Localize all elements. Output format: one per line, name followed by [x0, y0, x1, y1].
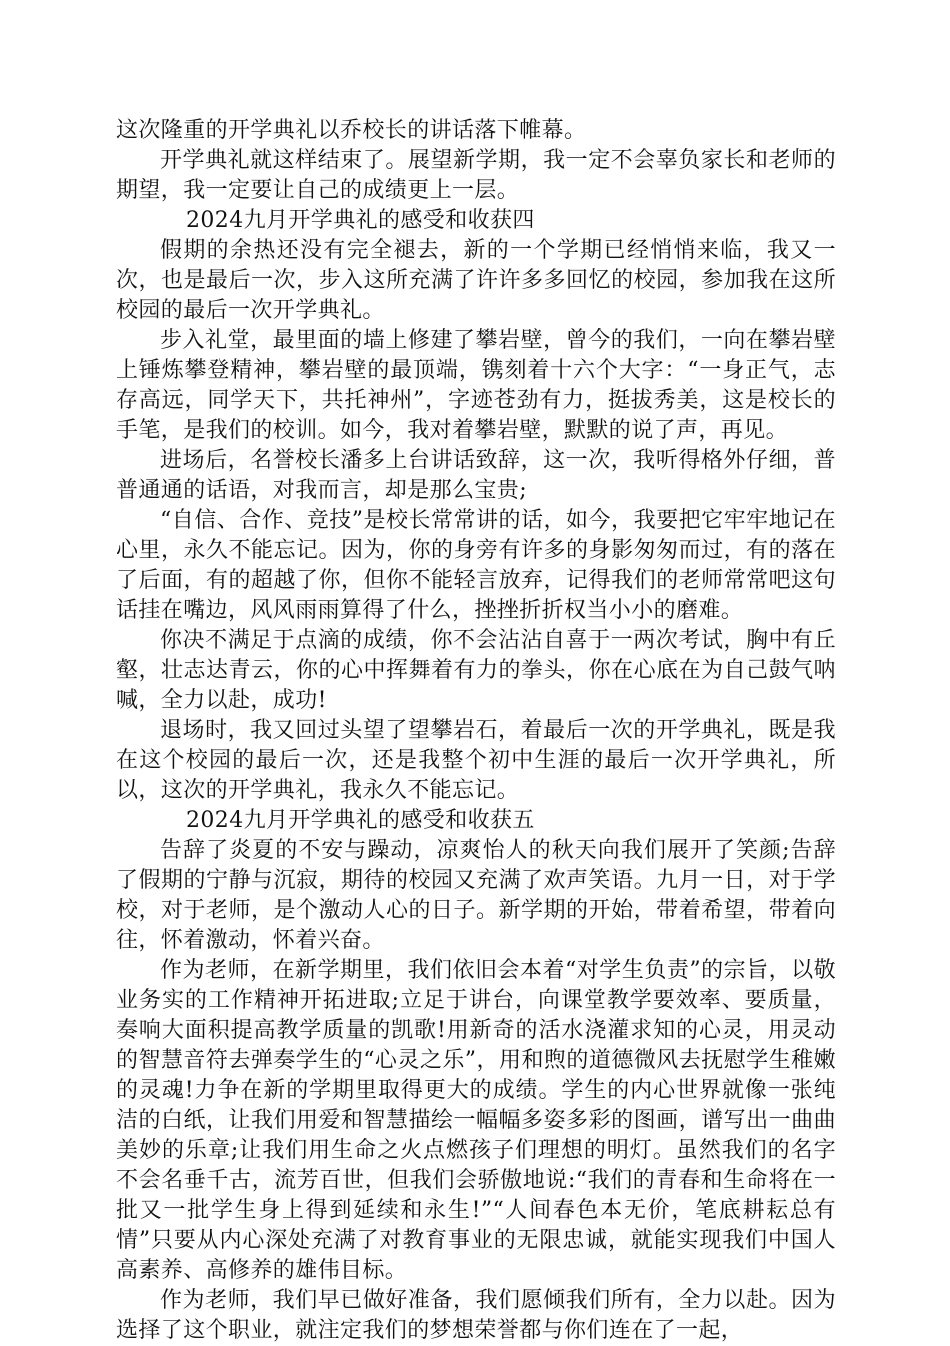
paragraph-confidence-cooperation: “自信、合作、竞技”是校长常常讲的话，如今，我要把它牢牢地记在心里，永久不能忘记。因为，你的身旁有许多的身影匆匆而过，有的落在了后面，有的超越了你，但你不能轻言放弃，记得我们的老师常常吧这句话挂在嘴边，风风雨雨算得了什么，挫挫折折权当小小的磨难。 [116, 508, 836, 623]
section-heading-five: 2024九月开学典礼的感受和收获五 [186, 808, 535, 833]
paragraph-climbing-wall: 步入礼堂，最里面的墙上修建了攀岩壁，曾今的我们，一向在攀岩壁上锤炼攀登精神，攀岩壁的最顶端，镌刻着十六个大字：“一身正气，志存高远，同学天下，共托神州”，字迹苍劲有力，挺拔秀美，这是校长的手笔，是我们的校训。如今，我对着攀岩壁，默默的说了声，再见。 [116, 328, 836, 443]
paragraph-teacher-ready: 作为老师，我们早已做好准备，我们愿倾我们所有，全力以赴。因为选择了这个职业，就注定我们的梦想荣誉都与你们连在了一起， [116, 1288, 836, 1343]
paragraph-new-semester-outlook: 开学典礼就这样结束了。展望新学期，我一定不会辜负家长和老师的期望，我一定要让自己的成绩更上一层。 [116, 148, 836, 203]
paragraph-closing-remark: 这次隆重的开学典礼以乔校长的讲话落下帷幕。 [116, 118, 587, 143]
paragraph-autumn-farewell: 告辞了炎夏的不安与躁动，凉爽怡人的秋天向我们展开了笑颜;告辞了假期的宁静与沉寂，期待的校园又充满了欢声笑语。九月一日，对于学校，对于老师，是个激动人心的日子。新学期的开始，带着希望，带着向往，怀着激动，怀着兴奋。 [116, 838, 836, 953]
paragraph-teacher-commitment: 作为老师，在新学期里，我们依旧会本着“对学生负责”的宗旨，以敬业务实的工作精神开拓进取;立足于讲台，向课堂教学要效率、要质量，奏响大面积提高教学质量的凯歌!用新奇的活水浇灌求知的心灵，用灵动的智慧音符去弹奏学生的“心灵之乐”，用和煦的道德微风去抚慰学生稚嫩的灵魂!力争在新的学期里取得更大的成绩。学生的内心世界就像一张纯洁的白纸，让我们用爱和智慧描绘一幅幅多姿多彩的图画，谱写出一曲曲美妙的乐章;让我们用生命之火点燃孩子们理想的明灯。虽然我们的名字不会名垂千古，流芳百世，但我们会骄傲地说:“我们的青春和生命将在一批又一批学生身上得到延续和永生!”“人间春色本无价，笔底耕耘总有情”只要从内心深处充满了对教育事业的无限忠诚，就能实现我们中国人高素养、高修养的雄伟目标。 [116, 958, 836, 1283]
paragraph-holiday-warmth: 假期的余热还没有完全褪去，新的一个学期已经悄悄来临，我又一次，也是最后一次，步入这所充满了许许多多回忆的校园，参加我在这所校园的最后一次开学典礼。 [116, 238, 836, 323]
document-body [116, 116, 836, 1346]
paragraph-honorary-principal: 进场后，名誉校长潘多上台讲话致辞，这一次，我听得格外仔细，普普通通的话语，对我而言，却是那么宝贵; [116, 448, 836, 503]
section-heading-four: 2024九月开学典礼的感受和收获四 [186, 208, 535, 233]
paragraph-leaving-ceremony: 退场时，我又回过头望了望攀岩石，着最后一次的开学典礼，既是我在这个校园的最后一次，还是我整个初中生涯的最后一次开学典礼，所以，这次的开学典礼，我永久不能忘记。 [116, 718, 836, 803]
paragraph-ambition: 你决不满足于点滴的成绩，你不会沾沾自喜于一两次考试，胸中有丘壑，壮志达青云，你的心中挥舞着有力的拳头，你在心底在为自己鼓气呐喊，全力以赴，成功! [116, 628, 836, 713]
